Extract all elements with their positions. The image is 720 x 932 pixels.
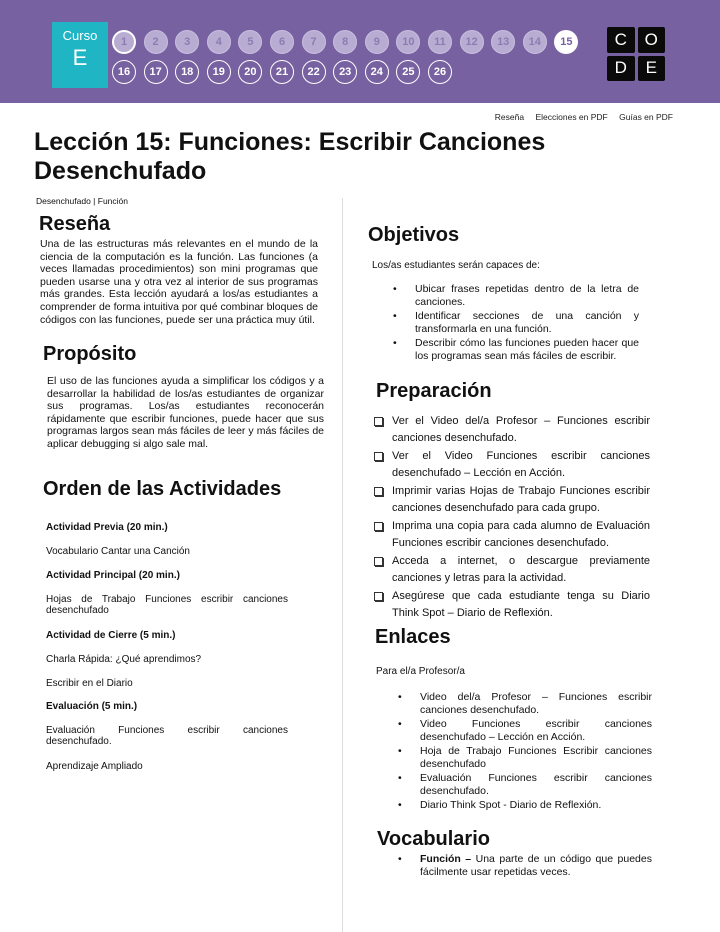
- resena-text: Una de las estructuras más relevantes en el mundo de la ciencia de la computación es la función. Las funciones (a veces llamadas procedimientos) son mini programas que pueden usarse una y otra vez al interior de sus programas más grandes. Esta lección ayudará a los/as estudiantes a comprender de forma intuitiva por qué combinar bloques de códigos con las funciones, puede ser una práctica muy útil.: [40, 238, 318, 326]
- lesson-12-button[interactable]: 12: [460, 30, 484, 54]
- lesson-4-button[interactable]: 4: [207, 30, 231, 54]
- checklist-item: Imprimir varias Hojas de Trabajo Funciones escribir canciones desenchufado para cada grupo.: [392, 483, 650, 517]
- activity-item: Actividad Principal (20 min.): [46, 570, 180, 581]
- enlaces-intro: Para el/a Profesor/a: [376, 666, 465, 677]
- lesson-19-button[interactable]: 19: [207, 60, 231, 84]
- logo-letter: C: [607, 27, 635, 53]
- code-logo[interactable]: [607, 27, 665, 81]
- course-badge: [52, 22, 108, 88]
- link-resena[interactable]: Reseña: [494, 112, 525, 122]
- lesson-23-button[interactable]: 23: [333, 60, 357, 84]
- checklist-item: Ver el Video Funciones escribir canciones desenchufado – Lección en Acción.: [392, 448, 650, 482]
- activity-item: Evaluación Funciones escribir canciones desenchufado.: [46, 725, 288, 747]
- lesson-24-button[interactable]: 24: [365, 60, 389, 84]
- list-item: • Ubicar frases repetidas dentro de la letra de canciones.: [415, 283, 639, 308]
- proposito-heading: Propósito: [43, 343, 137, 365]
- course-letter: E: [72, 45, 88, 70]
- lesson-8-button[interactable]: 8: [333, 30, 357, 54]
- link-guias-pdf[interactable]: Guías en PDF: [619, 112, 673, 122]
- lesson-15-button[interactable]: 15: [554, 30, 578, 54]
- activity-item: Actividad Previa (20 min.): [46, 522, 168, 533]
- objetivos-intro: Los/as estudiantes serán capaces de:: [372, 260, 540, 271]
- activity-item: Actividad de Cierre (5 min.): [46, 630, 176, 641]
- preparacion-heading: Preparación: [376, 380, 492, 402]
- lesson-1-button[interactable]: 1: [112, 30, 136, 54]
- lesson-13-button[interactable]: 13: [491, 30, 515, 54]
- activity-item: Evaluación (5 min.): [46, 701, 138, 712]
- link-item[interactable]: • Diario Think Spot - Diario de Reflexión.: [420, 799, 652, 812]
- checklist-item: Ver el Video del/a Profesor – Funciones escribir canciones desenchufado.: [392, 413, 650, 447]
- activity-item: Hojas de Trabajo Funciones escribir canciones desenchufado: [46, 594, 288, 616]
- course-header: [0, 0, 720, 103]
- lesson-11-button[interactable]: 11: [428, 30, 452, 54]
- lesson-17-button[interactable]: 17: [144, 60, 168, 84]
- list-item: • Describir cómo las funciones pueden hacer que los programas sean más fáciles de escribir.: [415, 337, 639, 362]
- vocabulario-heading: Vocabulario: [377, 828, 490, 850]
- lesson-5-button[interactable]: 5: [238, 30, 262, 54]
- link-item[interactable]: • Video del/a Profesor – Funciones escribir canciones desenchufado.: [420, 691, 652, 716]
- enlaces-list: [420, 691, 652, 814]
- lesson-9-button[interactable]: 9: [365, 30, 389, 54]
- checklist-item: Acceda a internet, o descargue previamente canciones y letras para la actividad.: [392, 553, 650, 587]
- lesson-tags: Desenchufado | Función: [36, 196, 128, 206]
- enlaces-heading: Enlaces: [375, 626, 451, 648]
- resena-heading: Reseña: [39, 213, 111, 235]
- lesson-20-button[interactable]: 20: [238, 60, 262, 84]
- list-item: • Identificar secciones de una canción y transformarla en una función.: [415, 310, 639, 335]
- lesson-10-button[interactable]: 10: [396, 30, 420, 54]
- activity-item: Escribir en el Diario: [46, 678, 133, 689]
- link-item[interactable]: • Hoja de Trabajo Funciones Escribir canciones desenchufado: [420, 745, 652, 770]
- link-item[interactable]: • Video Funciones escribir canciones desenchufado – Lección en Acción.: [420, 718, 652, 743]
- checklist-item: Imprima una copia para cada alumno de Evaluación Funciones escribir canciones desenchufado.: [392, 518, 650, 552]
- lesson-21-button[interactable]: 21: [270, 60, 294, 84]
- vocab-term: Función –: [420, 853, 472, 865]
- logo-letter: E: [638, 56, 666, 82]
- page-title: Lección 15: Funciones: Escribir Canciones Desenchufado: [34, 128, 546, 185]
- lesson-16-button[interactable]: 16: [112, 60, 136, 84]
- top-links: [486, 112, 673, 122]
- activity-item: Vocabulario Cantar una Canción: [46, 546, 190, 557]
- lesson-26-button[interactable]: 26: [428, 60, 452, 84]
- lesson-2-button[interactable]: 2: [144, 30, 168, 54]
- checklist-item: Asegúrese que cada estudiante tenga su Diario Think Spot – Diario de Reflexión.: [392, 588, 650, 622]
- lesson-25-button[interactable]: 25: [396, 60, 420, 84]
- preparacion-list: [392, 413, 650, 623]
- vocab-definition: Una parte de un código que puedes fácilmente usar repetidas veces.: [420, 853, 652, 878]
- logo-letter: D: [607, 56, 635, 82]
- lesson-14-button[interactable]: 14: [523, 30, 547, 54]
- vocab-item: [420, 853, 652, 878]
- lesson-22-button[interactable]: 22: [302, 60, 326, 84]
- objetivos-list: [415, 283, 639, 364]
- lesson-3-button[interactable]: 3: [175, 30, 199, 54]
- activity-item: Aprendizaje Ampliado: [46, 761, 143, 772]
- objetivos-heading: Objetivos: [368, 224, 460, 246]
- lesson-18-button[interactable]: 18: [175, 60, 199, 84]
- activity-item: Charla Rápida: ¿Qué aprendimos?: [46, 654, 202, 665]
- proposito-text: El uso de las funciones ayuda a simplificar los códigos y a desarrollar la habilidad de los/as estudiantes de organizar sus programas. Los/as estudiantes reconocerán rápidamente que escribir funciones, puede hacer que sus programas largos sean más fáciles de leer y más fáciles de aplicar debugging si algo sale mal.: [47, 375, 324, 450]
- link-elecciones-pdf[interactable]: Elecciones en PDF: [535, 112, 608, 122]
- lesson-6-button[interactable]: 6: [270, 30, 294, 54]
- orden-heading: Orden de las Actividades: [43, 478, 282, 500]
- column-divider: [342, 198, 343, 932]
- link-item[interactable]: • Evaluación Funciones escribir canciones desenchufado.: [420, 772, 652, 797]
- vocabulario-list: [420, 853, 652, 880]
- logo-letter: O: [638, 27, 666, 53]
- lesson-7-button[interactable]: 7: [302, 30, 326, 54]
- course-label: Curso: [62, 28, 98, 43]
